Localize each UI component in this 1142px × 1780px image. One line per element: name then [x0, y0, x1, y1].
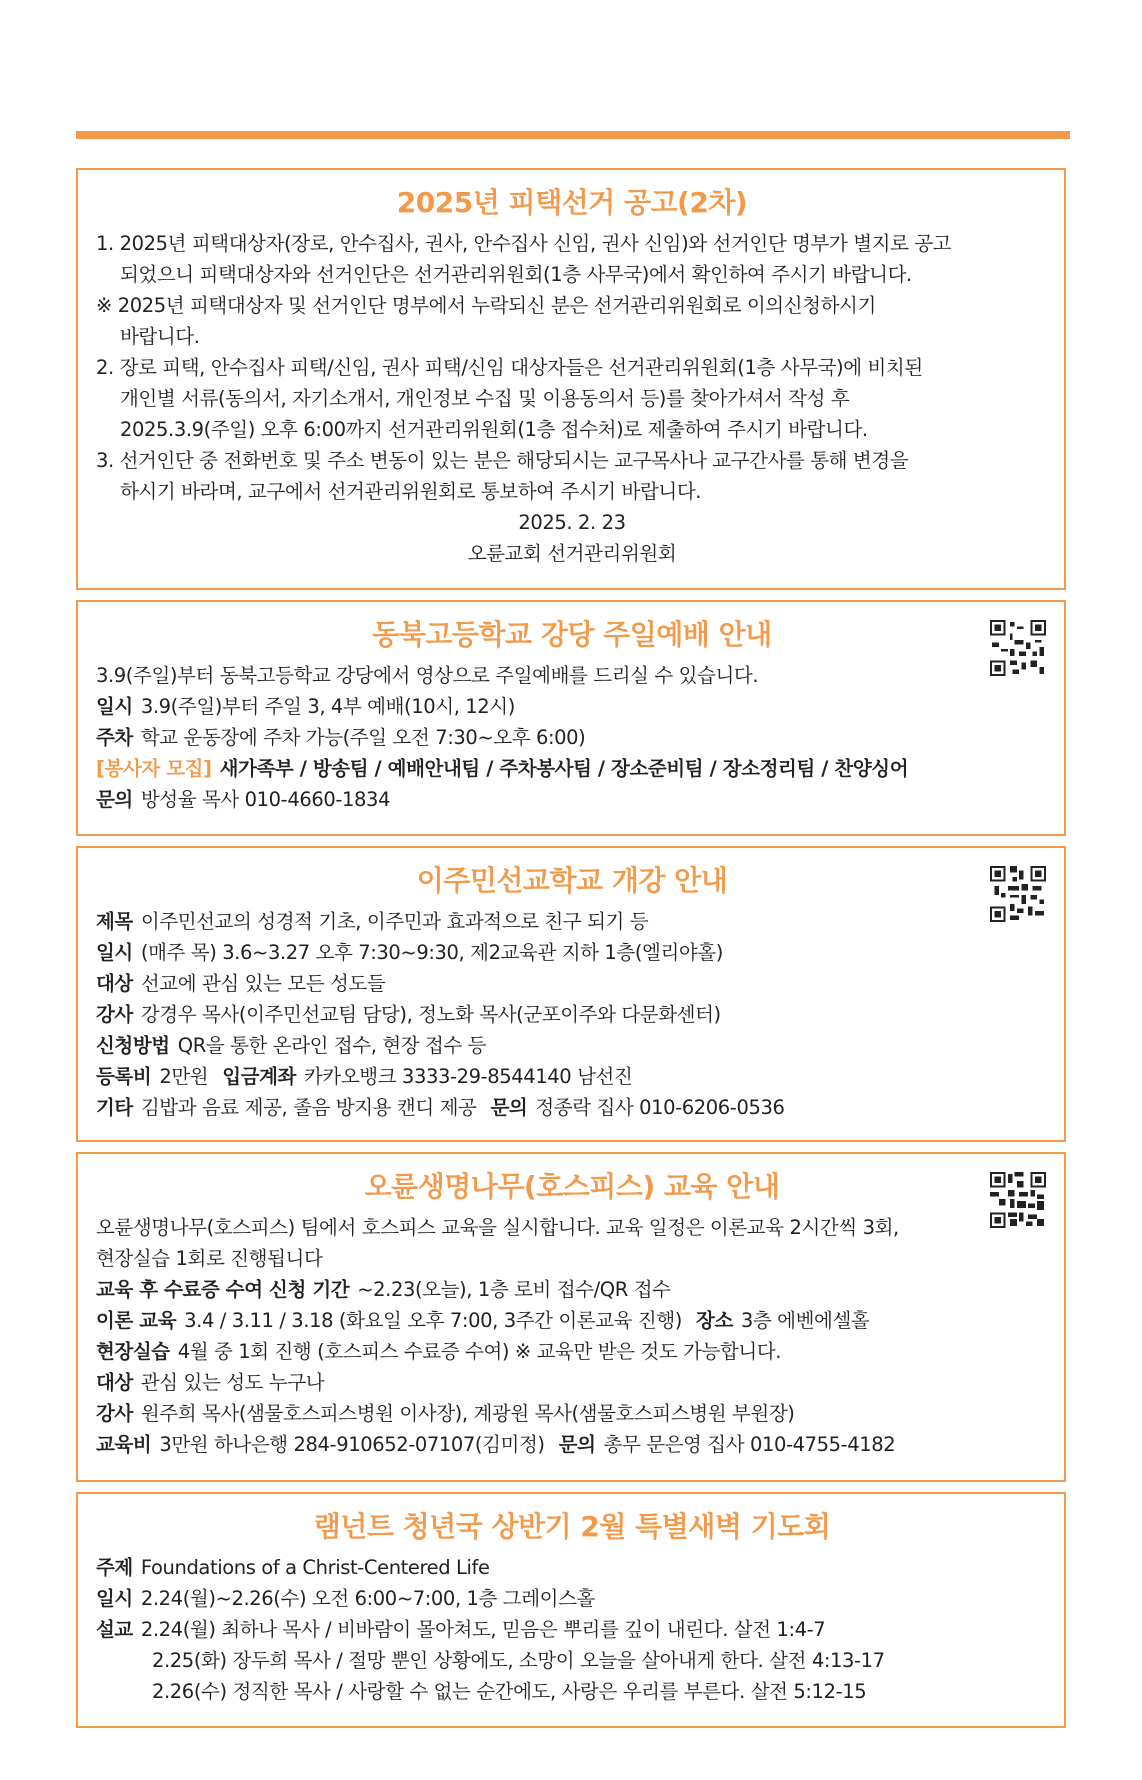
notice-row: [96, 1429, 1048, 1460]
notice-line: 2. 장로 피택, 안수집사 피택/신임, 권사 피택/신임 대상자들은 선거관리위원회(1층 사무국)에 비치된: [96, 356, 923, 379]
top-accent-bar: [76, 131, 1070, 139]
notice-row: [96, 1274, 1048, 1305]
row-value: ~2.23(오늘), 1층 로비 접수/QR 접수: [357, 1278, 671, 1301]
row-value: 정종락 집사 010-6206-0536: [535, 1096, 785, 1119]
notice-title: 램넌트 청년국 상반기 2월 특별새벽 기도회: [313, 1510, 831, 1543]
notice-hospice: [76, 1152, 1066, 1482]
notice-title: 이주민선교학교 개강 안내: [416, 864, 728, 897]
notice-intro: 3.9(주일)부터 동북고등학교 강당에서 영상으로 주일예배를 드리실 수 있습니다.: [96, 664, 759, 687]
notice-line: 3. 선거인단 중 전화번호 및 주소 변동이 있는 분은 해당되시는 교구목사나 교구간사를 통해 변경을: [96, 449, 909, 472]
notice-title: 오륜생명나무(호스피스) 교육 안내: [364, 1170, 780, 1203]
notice-row: [96, 753, 1048, 784]
notice-row: [96, 691, 1048, 722]
row-label: 대상: [96, 972, 133, 995]
row-label: 강사: [96, 1003, 133, 1026]
row-value: 총무 문은영 집사 010-4755-4182: [603, 1433, 896, 1456]
notice-signature: 오륜교회 선거관리위원회: [467, 542, 677, 565]
row-label: 문의: [490, 1096, 528, 1119]
row-value: 카카오뱅크 3333-29-8544140 남선진: [303, 1065, 633, 1088]
notice-row: [96, 999, 1048, 1030]
row-value: 3만원 하나은행 284-910652-07107(김미정): [159, 1433, 545, 1456]
notice-intro: 현장실습 1회로 진행됩니다: [96, 1247, 323, 1270]
row-value: 방성율 목사 010-4660-1834: [140, 788, 391, 811]
notice-line: ※ 2025년 피택대상자 및 선거인단 명부에서 누락되신 분은 선거관리위원회로 이의신청하시기: [96, 294, 876, 317]
qr-code-icon[interactable]: [990, 866, 1046, 922]
sermon-line: 2.25(화) 장두희 목사 / 절망 뿐인 상황에도, 소망이 오늘을 살아내게 한다. 살전 4:13-17: [152, 1649, 885, 1672]
row-value: 3.9(주일)부터 주일 3, 4부 예배(10시, 12시): [140, 695, 515, 718]
row-label: 강사: [96, 1402, 133, 1425]
qr-code-icon[interactable]: [990, 1172, 1046, 1228]
notice-title: 2025년 피택선거 공고(2차): [396, 186, 748, 219]
row-value: 원주희 목사(샘물호스피스병원 이사장), 계광원 목사(샘물호스피스병원 부원장): [140, 1402, 795, 1425]
row-value: 2.24(월)~2.26(수) 오전 6:00~7:00, 1층 그레이스홀: [140, 1587, 595, 1610]
row-label: 문의: [558, 1433, 596, 1456]
row-label: 신청방법: [96, 1034, 170, 1057]
row-value: 4월 중 1회 진행 (호스피스 수료증 수여) ※ 교육만 받은 것도 가능합니다.: [177, 1340, 782, 1363]
row-label: 기타: [96, 1096, 133, 1119]
notice-line: 개인별 서류(동의서, 자기소개서, 개인정보 수집 및 이용동의서 등)를 찾아가셔서 작성 후: [120, 387, 850, 410]
row-value: 강경우 목사(이주민선교팀 담당), 정노화 목사(군포이주와 다문화센터): [140, 1003, 721, 1026]
notice-title: 동북고등학교 강당 주일예배 안내: [372, 618, 772, 651]
row-value: Foundations of a Christ-Centered Life: [140, 1556, 490, 1579]
row-label: 설교: [96, 1618, 133, 1641]
row-value: 학교 운동장에 주차 가능(주일 오전 7:30~오후 6:00): [140, 726, 586, 749]
row-label: [봉사자 모집]: [96, 757, 212, 780]
notice-row: [96, 1092, 1048, 1123]
notice-line: 되었으니 피택대상자와 선거인단은 선거관리위원회(1층 사무국)에서 확인하여 주시기 바랍니다.: [120, 263, 912, 286]
notice-row: [96, 1030, 1048, 1061]
row-label: 일시: [96, 941, 133, 964]
notice-line: 2025.3.9(주일) 오후 6:00까지 선거관리위원회(1층 접수처)로 제출하여 주시기 바랍니다.: [120, 418, 868, 441]
row-value: 관심 있는 성도 누구나: [140, 1371, 325, 1394]
notice-row: [96, 1552, 1048, 1583]
notice-migrant-mission: [76, 846, 1066, 1142]
row-label: 제목: [96, 910, 133, 933]
row-value: 새가족부 / 방송팀 / 예배안내팀 / 주차봉사팀 / 장소준비팀 / 장소정리팀 / 찬양싱어: [219, 757, 909, 780]
notice-row: [96, 906, 1048, 937]
row-value: 이주민선교의 성경적 기초, 이주민과 효과적으로 친구 되기 등: [140, 910, 649, 933]
notice-row: [96, 784, 1048, 815]
row-label: 주제: [96, 1556, 133, 1579]
notice-row: [96, 1367, 1048, 1398]
notice-row: [96, 1336, 1048, 1367]
row-value: QR을 통한 온라인 접수, 현장 접수 등: [177, 1034, 487, 1057]
row-value: 3.4 / 3.11 / 3.18 (화요일 오후 7:00, 3주간 이론교육 진행): [184, 1309, 683, 1332]
notice-row: [96, 1614, 1048, 1645]
notice-intro: 오륜생명나무(호스피스) 팀에서 호스피스 교육을 실시합니다. 교육 일정은 이론교육 2시간씩 3회,: [96, 1216, 899, 1239]
notice-worship: [76, 600, 1066, 836]
row-value: 김밥과 음료 제공, 졸음 방지용 캔디 제공: [140, 1096, 477, 1119]
row-value: 2만원: [159, 1065, 209, 1088]
notice-row: [96, 1398, 1048, 1429]
row-value: 선교에 관심 있는 모든 성도들: [140, 972, 386, 995]
row-value: (매주 목) 3.6~3.27 오후 7:30~9:30, 제2교육관 지하 1층(엘리야홀): [140, 941, 723, 964]
row-label: 장소: [696, 1309, 733, 1332]
row-label: 주차: [96, 726, 133, 749]
row-label: 교육 후 수료증 수여 신청 기간: [96, 1278, 350, 1301]
row-value: 3층 에벤에셀홀: [740, 1309, 870, 1332]
row-label: 문의: [96, 788, 133, 811]
row-label: 입금계좌: [222, 1065, 296, 1088]
row-label: 대상: [96, 1371, 133, 1394]
notice-row: [96, 968, 1048, 999]
row-label: 현장실습: [96, 1340, 170, 1363]
notice-row: [96, 722, 1048, 753]
row-label: 일시: [96, 1587, 133, 1610]
row-label: 교육비: [96, 1433, 152, 1456]
notice-line: 하시기 바라며, 교구에서 선거관리위원회로 통보하여 주시기 바랍니다.: [120, 480, 702, 503]
row-label: 등록비: [96, 1065, 152, 1088]
notice-row: [96, 1583, 1048, 1614]
notice-row: [96, 937, 1048, 968]
row-label: 이론 교육: [96, 1309, 177, 1332]
row-label: 일시: [96, 695, 133, 718]
notice-row: [96, 1061, 1048, 1092]
sermon-line: 2.26(수) 정직한 목사 / 사랑할 수 없는 순간에도, 사랑은 우리를 부른다. 살전 5:12-15: [152, 1680, 867, 1703]
row-value: 2.24(월) 최하나 목사 / 비바람이 몰아쳐도, 믿음은 뿌리를 깊이 내린다. 살전 1:4-7: [140, 1618, 826, 1641]
notice-line: 바랍니다.: [120, 325, 200, 348]
notice-dawn-prayer: [76, 1492, 1066, 1728]
notice-election: [76, 168, 1066, 590]
notice-date: 2025. 2. 23: [518, 511, 626, 534]
notice-line: 1. 2025년 피택대상자(장로, 안수집사, 권사, 안수집사 신임, 권사 신임)와 선거인단 명부가 별지로 공고: [96, 232, 952, 255]
notice-row: [96, 1305, 1048, 1336]
qr-code-icon[interactable]: [990, 620, 1046, 676]
